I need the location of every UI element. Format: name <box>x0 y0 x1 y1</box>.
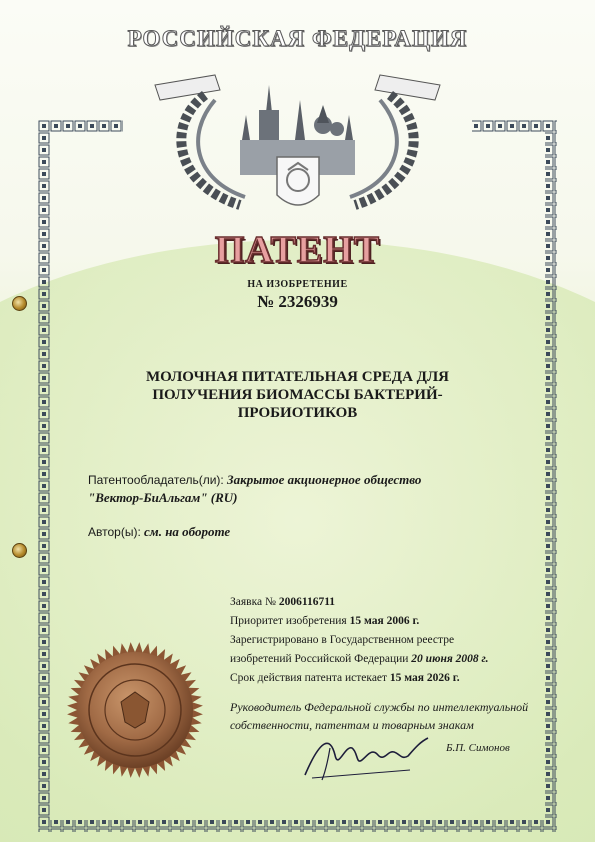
authors <box>88 524 230 540</box>
expiry-row <box>230 669 560 688</box>
registered-label-line1: Зарегистрировано в Государственном реестре <box>230 634 455 646</box>
invention-title-line: МОЛОЧНАЯ ПИТАТЕЛЬНАЯ СРЕДА ДЛЯ <box>146 369 449 385</box>
priority-row <box>230 612 560 631</box>
head-organization-line: собственности, патентам и товарным знакам <box>230 718 474 732</box>
invention-title-line: ПОЛУЧЕНИЯ БИОМАССЫ БАКТЕРИЙ- <box>152 387 443 403</box>
invention-title-line: ПРОБИОТИКОВ <box>237 405 358 421</box>
expiry-label: Срок действия патента истекает <box>230 672 388 684</box>
patent-holder-value-line2: "Вектор-БиАльгам" (RU) <box>88 490 238 505</box>
signer-name: Б.П. Симонов <box>446 742 510 754</box>
patent-holder <box>88 471 528 507</box>
application-label: Заявка № <box>230 596 276 608</box>
official-seal <box>65 640 205 780</box>
kremlin-wreath-emblem <box>145 55 450 225</box>
binder-hole-bottom <box>12 543 27 558</box>
application-value: 2006116711 <box>278 596 336 608</box>
patent-holder-value: Закрытое акционерное общество <box>227 472 422 487</box>
patent-subtitle: НА ИЗОБРЕТЕНИЕ <box>247 279 348 290</box>
registered-label-line2: изобретений Российской Федерации <box>230 653 409 665</box>
country-header: РОССИЙСКАЯ ФЕДЕРАЦИЯ <box>127 26 468 51</box>
patent-title: ПАТЕНТ <box>214 229 381 271</box>
head-organization-line: Руководитель Федеральной службы по интеллектуальной <box>230 700 529 714</box>
registered-row <box>230 650 560 669</box>
head-organization <box>230 698 560 734</box>
application-row <box>230 593 560 612</box>
priority-value: 15 мая 2006 г. <box>349 615 420 627</box>
registered-value: 20 июня 2008 г. <box>411 653 489 665</box>
expiry-value: 15 мая 2026 г. <box>389 672 460 684</box>
patent-number: № 2326939 <box>257 292 338 311</box>
registration-details <box>230 593 560 688</box>
patent-holder-label: Патентообладатель(ли): <box>88 473 224 487</box>
priority-label: Приоритет изобретения <box>230 615 347 627</box>
invention-title <box>100 368 495 422</box>
authors-label: Автор(ы): <box>88 525 141 539</box>
authors-value: см. на обороте <box>144 524 231 539</box>
